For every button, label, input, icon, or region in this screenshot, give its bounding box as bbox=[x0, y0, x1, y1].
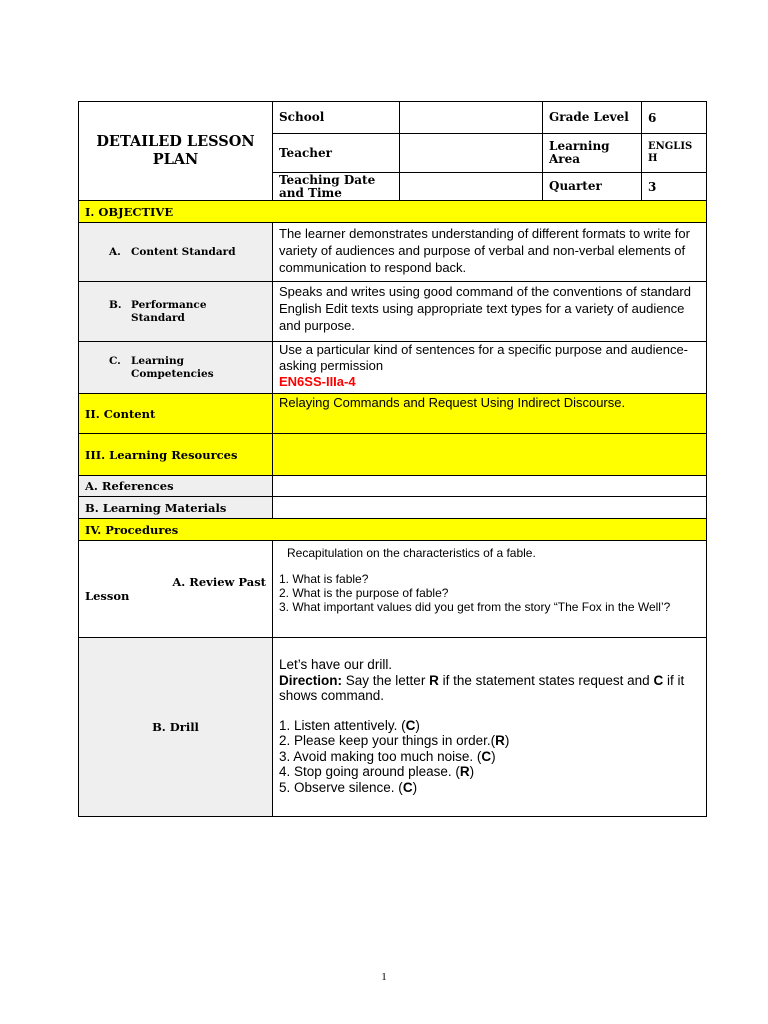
learning-competencies-letter: C. bbox=[109, 354, 121, 367]
learning-area-label: Learning Area bbox=[543, 134, 642, 173]
performance-standard-letter: B. bbox=[109, 298, 122, 311]
drill-answer: C bbox=[405, 717, 416, 733]
learning-competencies-label bbox=[79, 342, 273, 394]
direction-text: if the statement states request and bbox=[438, 672, 654, 688]
school-field[interactable] bbox=[400, 102, 543, 134]
quarter-label: Quarter bbox=[543, 173, 642, 201]
grade-level-label: Grade Level bbox=[543, 102, 642, 134]
drill-item: 1. Listen attentively. (C) bbox=[279, 717, 420, 733]
quarter-value: 3 bbox=[642, 173, 707, 201]
content-standard-title: Content Standard bbox=[131, 245, 236, 258]
performance-standard-text: Speaks and writes using good command of the conventions of standard English Edit texts using appropriate text types for a variety of audience and purpose. bbox=[273, 282, 707, 342]
school-label: School bbox=[273, 102, 400, 134]
competency-code: EN6SS-IIIa-4 bbox=[279, 374, 356, 389]
direction-text: if it shows command. bbox=[279, 672, 685, 703]
direction-letter-r: R bbox=[429, 672, 439, 688]
teaching-date-label: Teaching Date and Time bbox=[273, 173, 400, 201]
learning-competencies-title: Learning Competencies bbox=[131, 354, 214, 380]
drill-label: B. Drill bbox=[79, 638, 273, 817]
drill-answer: C bbox=[402, 779, 413, 795]
drill-direction bbox=[279, 673, 700, 704]
drill-item: 5. Observe silence. (C) bbox=[279, 779, 418, 795]
content-text: Relaying Commands and Request Using Indirect Discourse. bbox=[273, 394, 707, 434]
learning-materials-label: B. Learning Materials bbox=[79, 497, 273, 519]
review-question: 3. What important values did you get from the story “The Fox in the Well’? bbox=[279, 600, 671, 614]
learning-competencies-text: Use a particular kind of sentences for a specific purpose and audience- asking permission bbox=[279, 342, 689, 373]
drill-answer: R bbox=[495, 733, 505, 748]
content-heading: II. Content bbox=[79, 394, 273, 434]
document-title: DETAILED LESSON PLAN bbox=[79, 102, 273, 201]
direction-letter-c: C bbox=[653, 672, 664, 688]
drill-answer: R bbox=[459, 764, 470, 779]
lesson-plan-header bbox=[78, 101, 706, 201]
performance-standard-label bbox=[79, 282, 273, 342]
drill-intro: Let’s have our drill. bbox=[279, 657, 393, 672]
review-label-line2: Lesson bbox=[85, 589, 130, 603]
teacher-label: Teacher bbox=[273, 134, 400, 173]
drill-item: 2. Please keep your things in order.(R) bbox=[279, 733, 510, 748]
direction-label: Direction: bbox=[279, 672, 343, 688]
content-standard-letter: A. bbox=[109, 245, 121, 258]
drill-answer: C bbox=[481, 748, 492, 764]
objective-heading: I. OBJECTIVE bbox=[79, 201, 707, 223]
grade-level-value: 6 bbox=[642, 102, 707, 134]
content-standard-label bbox=[79, 223, 273, 282]
teaching-date-field[interactable] bbox=[400, 173, 543, 201]
content-standard-text: The learner demonstrates understanding of different formats to write for variety of audiences and purpose of verbal and non-verbal elements of communication to respond back. bbox=[273, 223, 707, 282]
drill-item: 3. Avoid making too much noise. (C) bbox=[279, 748, 496, 764]
learning-resources-value bbox=[273, 434, 707, 476]
lesson-plan-body bbox=[78, 200, 706, 817]
learning-area-value: ENGLISH bbox=[642, 134, 707, 173]
review-past-lesson-content bbox=[273, 541, 707, 638]
review-past-lesson-label bbox=[79, 541, 273, 638]
page-number: 1 bbox=[381, 971, 387, 983]
learning-resources-heading: III. Learning Resources bbox=[79, 434, 273, 476]
review-intro: Recapitulation on the characteristics of a fable. bbox=[287, 546, 536, 560]
learning-competencies-cell bbox=[273, 342, 707, 394]
procedures-heading: IV. Procedures bbox=[79, 519, 707, 541]
review-label-line1: A. Review Past bbox=[172, 575, 266, 589]
review-question: 2. What is the purpose of fable? bbox=[279, 586, 449, 600]
learning-materials-field[interactable] bbox=[273, 497, 707, 519]
drill-item: 4. Stop going around please. (R) bbox=[279, 764, 475, 779]
teacher-field[interactable] bbox=[400, 134, 543, 173]
performance-standard-title: Performance Standard bbox=[131, 298, 207, 324]
drill-content bbox=[273, 638, 707, 817]
direction-text: Say the letter bbox=[342, 672, 430, 688]
references-field[interactable] bbox=[273, 476, 707, 497]
review-question: 1. What is fable? bbox=[279, 572, 369, 586]
references-label: A. References bbox=[79, 476, 273, 497]
